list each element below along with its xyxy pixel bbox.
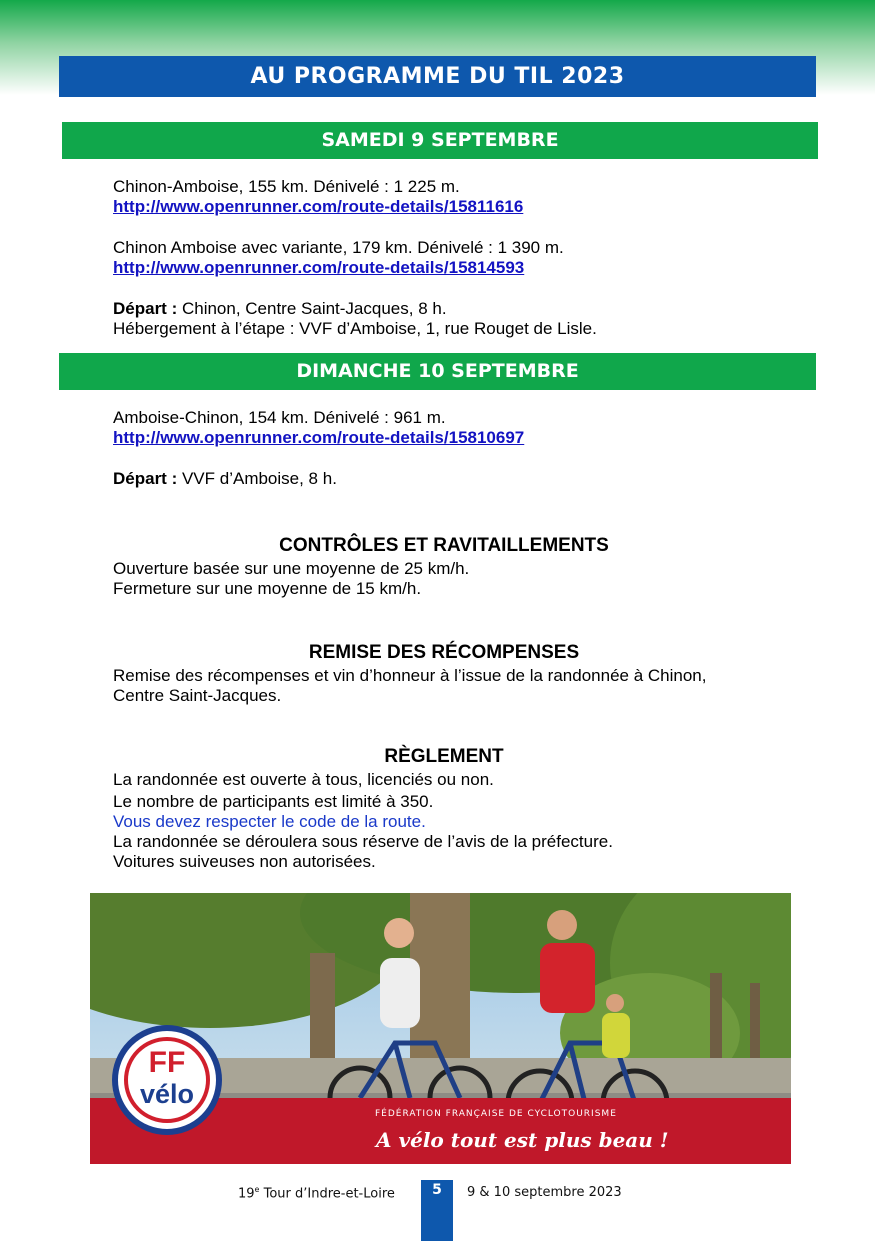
footer-sup: e	[254, 1185, 260, 1194]
controls-line: Ouverture basée sur une moyenne de 25 km/h.	[113, 559, 470, 578]
footer-event: 19e Tour d’Indre-et-Loire	[238, 1185, 395, 1202]
sunday-depart	[113, 469, 337, 489]
saturday-route2-link[interactable]: http://www.openrunner.com/route-details/15814593	[113, 258, 525, 277]
ffvelo-logo	[112, 1025, 222, 1135]
depart-label: Départ :	[113, 469, 178, 488]
federation-text: FÉDÉRATION FRANÇAISE DE CYCLOTOURISME	[375, 1109, 617, 1119]
page-number: 5	[421, 1180, 453, 1241]
controls-line: Fermeture sur une moyenne de 15 km/h.	[113, 579, 422, 598]
logo-ff: FF	[148, 1046, 186, 1079]
saturday-lodging: Hébergement à l’étape : VVF d’Amboise, 1, rue Rouget de Lisle.	[113, 319, 597, 338]
rules-heading: RÈGLEMENT	[384, 746, 504, 767]
saturday-route1-text: Chinon-Amboise, 155 km. Dénivelé : 1 225 m.	[113, 177, 460, 196]
depart-value: VVF d’Amboise, 8 h.	[177, 469, 337, 488]
cyclists-photo	[90, 893, 791, 1164]
logo-velo: vélo	[139, 1079, 195, 1109]
saturday-heading: SAMEDI 9 SEPTEMBRE	[62, 122, 818, 159]
depart-label: Départ :	[113, 299, 178, 318]
page-title: AU PROGRAMME DU TIL 2023	[59, 56, 816, 97]
rules-line: Le nombre de participants est limité à 350.	[113, 792, 434, 811]
footer-date: 9 & 10 septembre 2023	[467, 1185, 622, 1200]
awards-line: Centre Saint-Jacques.	[113, 686, 282, 705]
awards-heading: REMISE DES RÉCOMPENSES	[308, 642, 580, 663]
sunday-heading: DIMANCHE 10 SEPTEMBRE	[59, 353, 816, 390]
depart-value: Chinon, Centre Saint-Jacques, 8 h.	[177, 299, 447, 318]
rules-line: La randonnée est ouverte à tous, licenciés ou non.	[113, 770, 494, 789]
sunday-route1-text: Amboise-Chinon, 154 km. Dénivelé : 961 m.	[113, 408, 446, 427]
saturday-route2-text: Chinon Amboise avec variante, 179 km. Dénivelé : 1 390 m.	[113, 238, 564, 257]
saturday-depart	[113, 299, 447, 319]
awards-line: Remise des récompenses et vin d’honneur à l’issue de la randonnée à Chinon,	[113, 666, 707, 685]
saturday-route1-link[interactable]: http://www.openrunner.com/route-details/15811616	[113, 197, 524, 216]
rules-line-highlight: Vous devez respecter le code de la route.	[113, 812, 426, 831]
rules-line: La randonnée se déroulera sous réserve de l’avis de la préfecture.	[113, 832, 613, 851]
rules-line: Voitures suiveuses non autorisées.	[113, 852, 376, 871]
sunday-route1-link[interactable]: http://www.openrunner.com/route-details/15810697	[113, 428, 525, 447]
controls-heading: CONTRÔLES ET RAVITAILLEMENTS	[279, 535, 609, 556]
slogan-text: A vélo tout est plus beau !	[376, 1128, 669, 1152]
